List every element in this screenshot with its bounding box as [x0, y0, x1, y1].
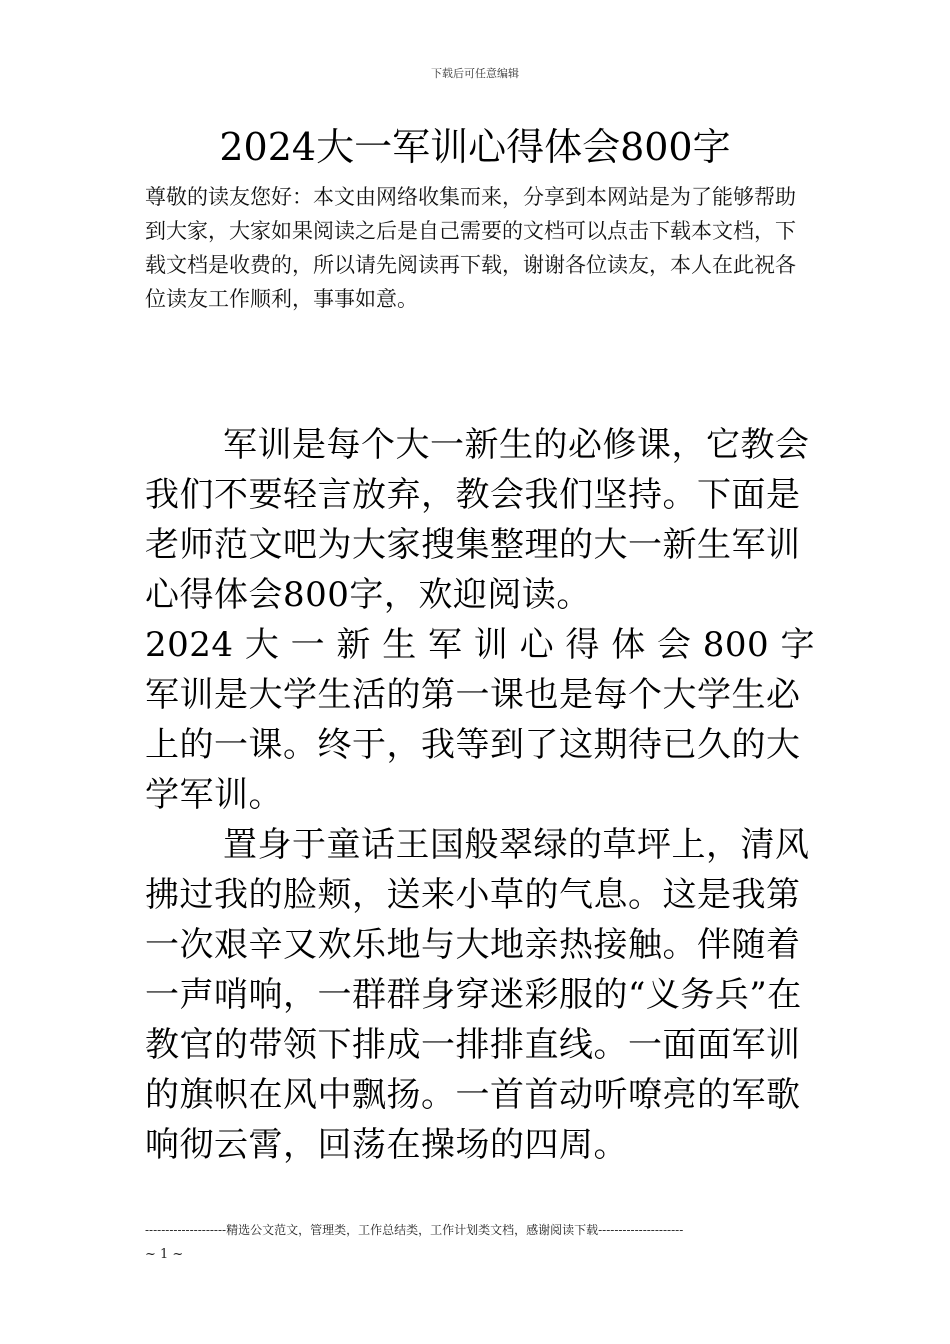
body-paragraph-subtitle: 2024大一新生军训心得体会800字 — [145, 625, 815, 665]
body-paragraph: 置身于童话王国般翠绿的草坪上，清风拂过我的脸颊，送来小草的气息。这是我第一次艰辛又欢乐地与大地亲热接触。伴随着一声哨响，一群群身穿迷彩服的“义务兵”在教官的带领下排成一排排直线。一面面军训的旗帜在风中飘扬。一首首动听嘹亮的军歌响彻云霄，回荡在操场的四周。 — [145, 825, 810, 1165]
page-number: ~ 1 ~ — [145, 1247, 184, 1262]
header-note: 下载后可任意编辑 — [431, 67, 519, 80]
body-paragraph-intro: 军训是每个大一新生的必修课，它教会我们不要轻言放弃，教会我们坚持。下面是老师范文吧为大家搜集整理的大一新生军训心得体会800字，欢迎阅读。 — [145, 425, 810, 615]
reader-notice: 尊敬的读友您好：本文由网络收集而来，分享到本网站是为了能够帮助到大家，大家如果阅读之后是自己需要的文档可以点击下载本文档，下载文档是收费的，所以请先阅读再下载，谢谢各位读友，本人在此祝各位读友工作顺利，事事如意。 — [145, 185, 796, 311]
document-body — [145, 420, 815, 1170]
body-paragraph: 军训是大学生活的第一课也是每个大学生必上的一课。终于，我等到了这期待已久的大学军训。 — [145, 675, 801, 815]
footer-banner: --------------------精选公文范文，管理类，工作总结类，工作计划类文档，感谢阅读下载--------------------- — [145, 1223, 684, 1237]
document-title: 2024大一军训心得体会800字 — [219, 125, 731, 169]
